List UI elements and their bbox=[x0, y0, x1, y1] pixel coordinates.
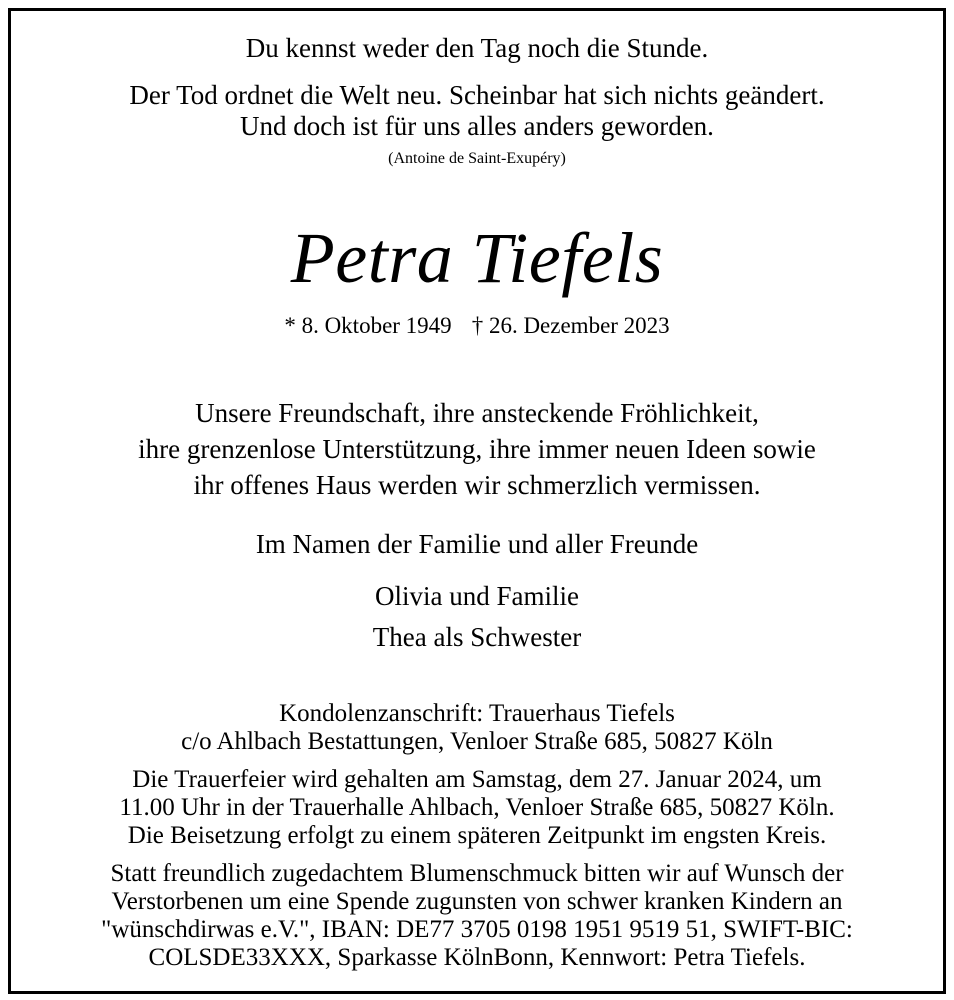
donation-line: Verstorbenen um eine Spende zugunsten von schwer kranken Kindern an bbox=[111, 888, 843, 915]
quote-line: Du kennst weder den Tag noch die Stunde. bbox=[245, 33, 709, 63]
quote-line: Und doch ist für uns alles anders geworden. bbox=[240, 111, 714, 141]
tribute-line: ihr offenes Haus werden wir schmerzlich vermissen. bbox=[193, 470, 761, 500]
deceased-name: Petra Tiefels bbox=[290, 218, 664, 298]
signature-intro: Im Namen der Familie und aller Freunde bbox=[255, 529, 699, 559]
birth-date: * 8. Oktober 1949 bbox=[284, 313, 452, 338]
donation-line: "wünschdirwas e.V.", IBAN: DE77 3705 0198 1951 9519 51, SWIFT-BIC: bbox=[101, 916, 853, 943]
condolence-line: Kondolenzanschrift: Trauerhaus Tiefels bbox=[279, 700, 675, 727]
service-line: Die Trauerfeier wird gehalten am Samstag, dem 27. Januar 2024, um bbox=[132, 766, 822, 793]
service-line: 11.00 Uhr in der Trauerhalle Ahlbach, Venloer Straße 685, 50827 Köln. bbox=[119, 794, 835, 821]
service-line: Die Beisetzung erfolgt zu einem späteren Zeitpunkt im engsten Kreis. bbox=[127, 822, 827, 849]
quote-author: (Antoine de Saint-Exupéry) bbox=[388, 150, 566, 167]
life-dates bbox=[0, 314, 954, 337]
mourner-name: Thea als Schwester bbox=[372, 622, 582, 652]
condolence-line: c/o Ahlbach Bestattungen, Venloer Straße 685, 50827 Köln bbox=[181, 728, 773, 755]
donation-line: COLSDE33XXX, Sparkasse KölnBonn, Kennwort: Petra Tiefels. bbox=[148, 944, 806, 971]
quote-line: Der Tod ordnet die Welt neu. Scheinbar hat sich nichts geändert. bbox=[129, 80, 825, 110]
tribute-line: Unsere Freundschaft, ihre ansteckende Fröhlichkeit, bbox=[195, 398, 759, 428]
tribute-line: ihre grenzenlose Unterstützung, ihre immer neuen Ideen sowie bbox=[138, 434, 816, 464]
donation-line: Statt freundlich zugedachtem Blumenschmuck bitten wir auf Wunsch der bbox=[110, 860, 844, 887]
mourner-name: Olivia und Familie bbox=[375, 581, 579, 611]
death-date: † 26. Dezember 2023 bbox=[471, 313, 670, 338]
